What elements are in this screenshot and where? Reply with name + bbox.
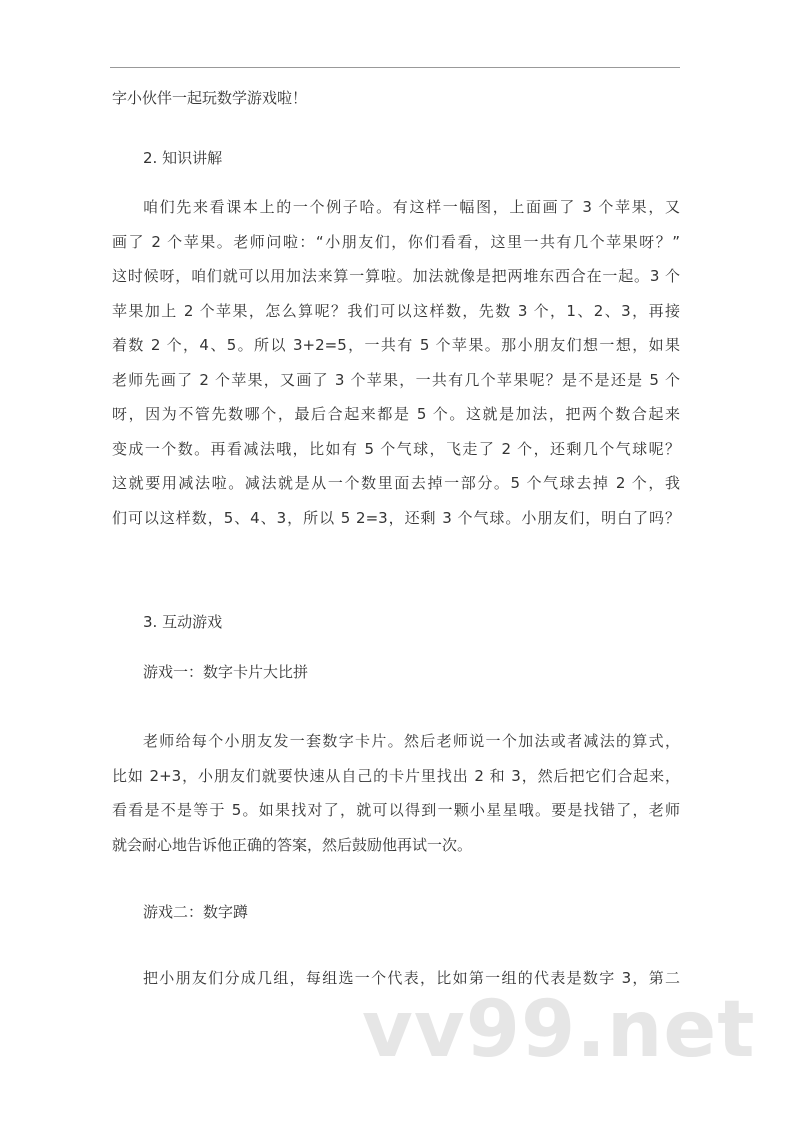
paragraph-line: 着数 2 个，4、5。所以 3+2=5，一共有 5 个苹果。那小朋友们想一想，如果 xyxy=(112,336,680,354)
paragraph-line: 咱们先来看课本上的一个例子哈。有这样一幅图，上面画了 3 个苹果，又 xyxy=(143,198,680,216)
section-heading: 2. 知识讲解 xyxy=(143,149,223,167)
watermark: vv99.net xyxy=(362,985,756,1075)
paragraph-line: 们可以这样数，5、4、3，所以 5 2=3，还剩 3 个气球。小朋友们，明白了吗？ xyxy=(112,509,680,527)
paragraph-line: 看看是不是等于 5。如果找对了，就可以得到一颗小星星哦。要是找错了，老师 xyxy=(112,801,680,819)
paragraph-line: 就会耐心地告诉他正确的答案，然后鼓励他再试一次。 xyxy=(112,836,473,854)
paragraph-line: 这就要用减法啦。减法就是从一个数里面去掉一部分。5 个气球去掉 2 个，我 xyxy=(112,474,680,492)
section-heading: 3. 互动游戏 xyxy=(143,613,223,631)
game-title: 游戏一：数字卡片大比拼 xyxy=(143,663,309,681)
game-title: 游戏二：数字蹲 xyxy=(143,903,249,921)
paragraph-line: 呀，因为不管先数哪个，最后合起来都是 5 个。这就是加法，把两个数合起来 xyxy=(112,405,680,423)
paragraph-line: 画了 2 个苹果。老师问啦：“小朋友们，你们看看，这里一共有几个苹果呀？” xyxy=(112,233,680,251)
header-rule xyxy=(110,67,680,68)
paragraph-line: 苹果加上 2 个苹果，怎么算呢？我们可以这样数，先数 3 个，1、2、3，再接 xyxy=(112,302,680,320)
paragraph-line: 字小伙伴一起玩数学游戏啦！ xyxy=(112,89,308,107)
paragraph-line: 这时候呀，咱们就可以用加法来算一算啦。加法就像是把两堆东西合在一起。3 个 xyxy=(112,267,680,285)
paragraph-line: 把小朋友们分成几组，每组选一个代表，比如第一组的代表是数字 3，第二 xyxy=(143,969,680,987)
paragraph-line: 老师先画了 2 个苹果，又画了 3 个苹果，一共有几个苹果呢？是不是还是 5 个 xyxy=(112,371,680,389)
paragraph-line: 变成一个数。再看减法哦，比如有 5 个气球，飞走了 2 个，还剩几个气球呢？ xyxy=(112,440,680,458)
paragraph-line: 老师给每个小朋友发一套数字卡片。然后老师说一个加法或者减法的算式， xyxy=(143,732,680,750)
paragraph-line: 比如 2+3，小朋友们就要快速从自己的卡片里找出 2 和 3，然后把它们合起来， xyxy=(112,767,680,785)
